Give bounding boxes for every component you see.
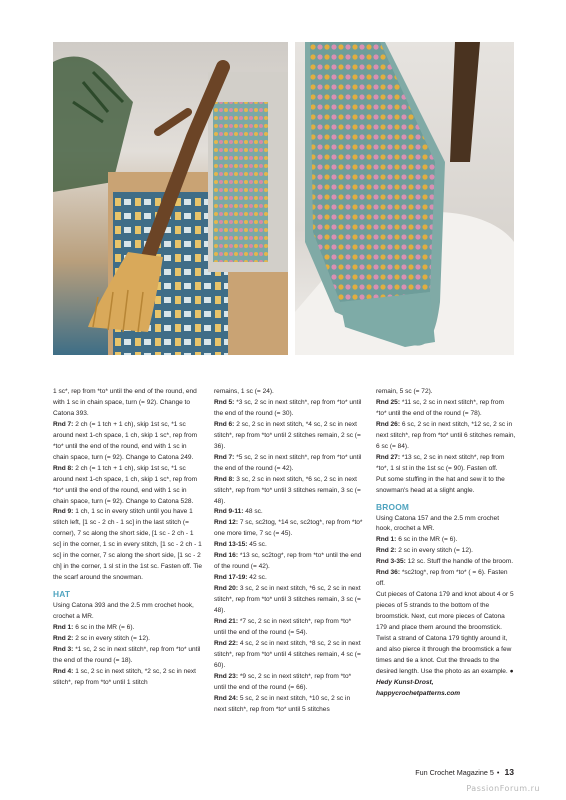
- pattern-row: [53, 623, 203, 634]
- row-instruction: 48 sc.: [243, 508, 263, 516]
- row-instruction: 2 sc in every stitch (= 12).: [73, 635, 150, 643]
- row-label: Rnd 12:: [214, 519, 239, 527]
- row-instruction: *13 sc, sc2tog*, rep from *to* until the end of the round (= 42).: [214, 552, 362, 571]
- pattern-row: [214, 475, 364, 508]
- paragraph: 1 sc*, rep from *to* until the end of the round, end with 1 sc in chain space, turn (= 92). Change to Catona 393.: [53, 388, 197, 417]
- pattern-row: [214, 540, 364, 551]
- pattern-row: [376, 420, 516, 453]
- pattern-row: [214, 551, 364, 573]
- footer-separator: •: [496, 768, 500, 777]
- row-label: Rnd 7:: [53, 420, 74, 428]
- pattern-row: [214, 584, 364, 617]
- row-instruction: *13 sc, 2 sc in next stitch*, rep from *to*, 1 sl st in the 1st sc (= 90). Fasten off.: [376, 453, 505, 472]
- paragraph: Put some stuffing in the hat and sew it to the snowman's head at a slight angle.: [376, 475, 505, 494]
- row-label: Rnd 3-35:: [376, 558, 406, 566]
- row-instruction: 3 sc, 2 sc in next stitch, *6 sc, 2 sc in next stitch*, rep from *to* until 3 stitches remain, 3 sc (= 48).: [214, 585, 361, 615]
- row-instruction: 1 sc, 2 sc in next stitch, *2 sc, 2 sc in next stitch*, rep from *to* until 1 stitch: [53, 667, 196, 686]
- pattern-row: [53, 667, 203, 689]
- paragraph: remains, 1 sc (= 24).: [214, 388, 274, 395]
- row-instruction: 2 ch (= 1 tch + 1 ch), skip 1st sc, *1 sc around next 1-ch space, 1 ch, skip 1 sc*, rep from *to* until the end of the round, end with 1 sc in chain space, turn (= 92). Change to Catona 528.: [53, 464, 198, 505]
- pattern-row: [214, 398, 364, 420]
- row-label: Rnd 23:: [214, 672, 239, 680]
- pattern-row: [214, 694, 364, 716]
- row-label: Rnd 1:: [376, 536, 397, 544]
- row-label: Rnd 2:: [53, 635, 74, 643]
- paragraph: Cut pieces of Catona 179 and knot about 4 or 5 pieces of 5 strands to the bottom of the broomstick. Next, cut more pieces of Catona 179 and place them around the broomstick. Twist a strand of Catona 179 tightly around it, and also pierce it through the broomstick a few times and tie a knot. Cut the threads to the desired length. Use the photo as an example. ●: [376, 591, 514, 675]
- row-label: Rnd 25:: [376, 398, 401, 406]
- row-label: Rnd 13-15:: [214, 541, 248, 549]
- pattern-row: [214, 672, 364, 694]
- row-instruction: 6 sc in the MR (= 6).: [396, 536, 458, 544]
- row-label: Rnd 17-19:: [214, 574, 248, 582]
- row-instruction: 12 sc. Stuff the handle of the broom.: [405, 558, 514, 566]
- row-label: Rnd 27:: [376, 453, 401, 461]
- row-label: Rnd 2:: [376, 547, 397, 555]
- row-label: Rnd 16:: [214, 552, 239, 560]
- row-label: Rnd 3:: [53, 645, 74, 653]
- pattern-row: [53, 507, 203, 584]
- row-label: Rnd 8:: [214, 475, 235, 483]
- row-label: Rnd 9-11:: [214, 508, 244, 516]
- pattern-row: [214, 507, 364, 518]
- row-instruction: *11 sc, 2 sc in next stitch*, rep from *to* until the end of the round (= 78).: [376, 398, 504, 417]
- row-label: Rnd 36:: [376, 569, 401, 577]
- row-label: Rnd 22:: [214, 639, 239, 647]
- pattern-row: [376, 557, 516, 568]
- pattern-row: [53, 634, 203, 645]
- row-label: Rnd 8:: [53, 464, 74, 472]
- row-label: Rnd 6:: [214, 420, 235, 428]
- signature: happycrochetpatterns.com: [376, 689, 461, 697]
- row-instruction: 1 ch, 1 sc in every stitch until you have 1 stitch left, [1 sc - 2 ch - 1 sc] in the last stitch (= corner), 7 sc along the short side, [1 sc - 2 ch - 1 sc] in the corner, 1 sc in every stitch, [1 sc - 2 ch - 1 sc] in the corner, 7 sc along the short side, [1 sc - 2 ch] in the corner, 1 sl st in the 1st sc. Fasten off. Tie the scarf around the snowman.: [53, 508, 203, 582]
- paragraph: Using Catona 157 and the 2.5 mm crochet hook, crochet a MR.: [376, 514, 500, 533]
- row-instruction: 6 sc, 2 sc in next stitch, *12 sc, 2 sc in next stitch*, rep from *to* until 6 stitches remain, 6 sc (= 84).: [376, 420, 516, 450]
- photo-scarf-illustration: [295, 42, 514, 355]
- row-instruction: *9 sc, 2 sc in next stitch*, rep from *to* until the end of the round (= 66).: [214, 672, 352, 691]
- row-instruction: *3 sc, 2 sc in next stitch*, rep from *to* until the end of the round (= 30).: [214, 398, 362, 417]
- photo-broom-illustration: [53, 42, 288, 355]
- row-instruction: *7 sc, 2 sc in next stitch*, rep from *to* until the end of the round (= 54).: [214, 618, 352, 636]
- pattern-row: [214, 518, 364, 540]
- row-label: Rnd 5:: [214, 398, 235, 406]
- row-label: Rnd 26:: [376, 420, 401, 428]
- pattern-row: [214, 617, 364, 639]
- text-column-2: [214, 387, 364, 716]
- photo-snowman-broom: [53, 42, 288, 355]
- text-column-3: [376, 387, 516, 700]
- signature: Hedy Kunst-Drost,: [376, 678, 434, 686]
- row-instruction: 3 sc, 2 sc in next stitch, *6 sc, 2 sc in next stitch*, rep from *to* until 3 stitches remain, 3 sc (= 48).: [214, 475, 361, 505]
- row-instruction: 2 sc in every stitch (= 12).: [396, 547, 473, 555]
- paragraph: Using Catona 393 and the 2.5 mm crochet hook, crochet a MR.: [53, 602, 194, 621]
- watermark: PassionForum.ru: [466, 784, 540, 793]
- pattern-row: [214, 420, 364, 453]
- page-number: 13: [504, 767, 514, 777]
- pattern-row: [376, 535, 516, 546]
- pattern-row: [53, 464, 203, 508]
- row-instruction: 5 sc, 2 sc in next stitch, *10 sc, 2 sc in next stitch*, rep from *to* until 5 stitches: [214, 694, 351, 713]
- row-label: Rnd 21:: [214, 618, 239, 626]
- photo-scarf-closeup: [295, 42, 514, 355]
- row-label: Rnd 9:: [53, 508, 74, 516]
- row-label: Rnd 7:: [214, 453, 235, 461]
- row-label: Rnd 4:: [53, 667, 74, 675]
- section-heading: BROOM: [376, 501, 410, 512]
- pattern-row: [214, 639, 364, 672]
- row-label: Rnd 24:: [214, 694, 239, 702]
- row-instruction: *5 sc, 2 sc in next stitch*, rep from *to* until the end of the round (= 42).: [214, 453, 362, 472]
- pattern-row: [376, 453, 516, 475]
- row-instruction: *sc2tog*, rep from *to* ( = 6). Fasten off.: [376, 569, 508, 588]
- row-instruction: 4 sc, 2 sc in next stitch, *8 sc, 2 sc in next stitch*, rep from *to* until 4 stitches remain, 4 sc (= 60).: [214, 639, 361, 669]
- row-instruction: 7 sc, sc2tog, *14 sc, sc2tog*, rep from *to* one more time, 7 sc (= 45).: [214, 519, 363, 538]
- pattern-row: [376, 546, 516, 557]
- pattern-row: [214, 573, 364, 584]
- row-instruction: 2 ch (= 1 tch + 1 ch), skip 1st sc, *1 sc around next 1-ch space, 1 ch, skip 1 sc*, rep from *to* until the end of the round, end with 1 sc in chain space, turn (= 92). Change to Catona 249.: [53, 420, 198, 461]
- pattern-row: [376, 568, 516, 590]
- row-instruction: 6 sc in the MR (= 6).: [73, 624, 135, 632]
- row-instruction: 42 sc.: [247, 574, 267, 582]
- pattern-row: [53, 645, 203, 667]
- row-label: Rnd 1:: [53, 624, 74, 632]
- row-instruction: 2 sc, 2 sc in next stitch, *4 sc, 2 sc in next stitch*, rep from *to* until 2 stitches remain, 2 sc (= 36).: [214, 420, 361, 450]
- section-heading: HAT: [53, 589, 71, 600]
- pattern-row: [376, 398, 516, 420]
- page-footer: [415, 767, 514, 777]
- row-label: Rnd 20:: [214, 585, 239, 593]
- text-column-1: [53, 387, 203, 689]
- row-instruction: 45 sc.: [247, 541, 267, 549]
- row-instruction: *1 sc, 2 sc in next stitch*, rep from *to* until the end of the round (= 18).: [53, 645, 201, 664]
- paragraph: remain, 5 sc (= 72).: [376, 388, 433, 395]
- pattern-row: [53, 420, 203, 464]
- pattern-row: [214, 453, 364, 475]
- magazine-title: Fun Crochet Magazine 5: [415, 768, 494, 777]
